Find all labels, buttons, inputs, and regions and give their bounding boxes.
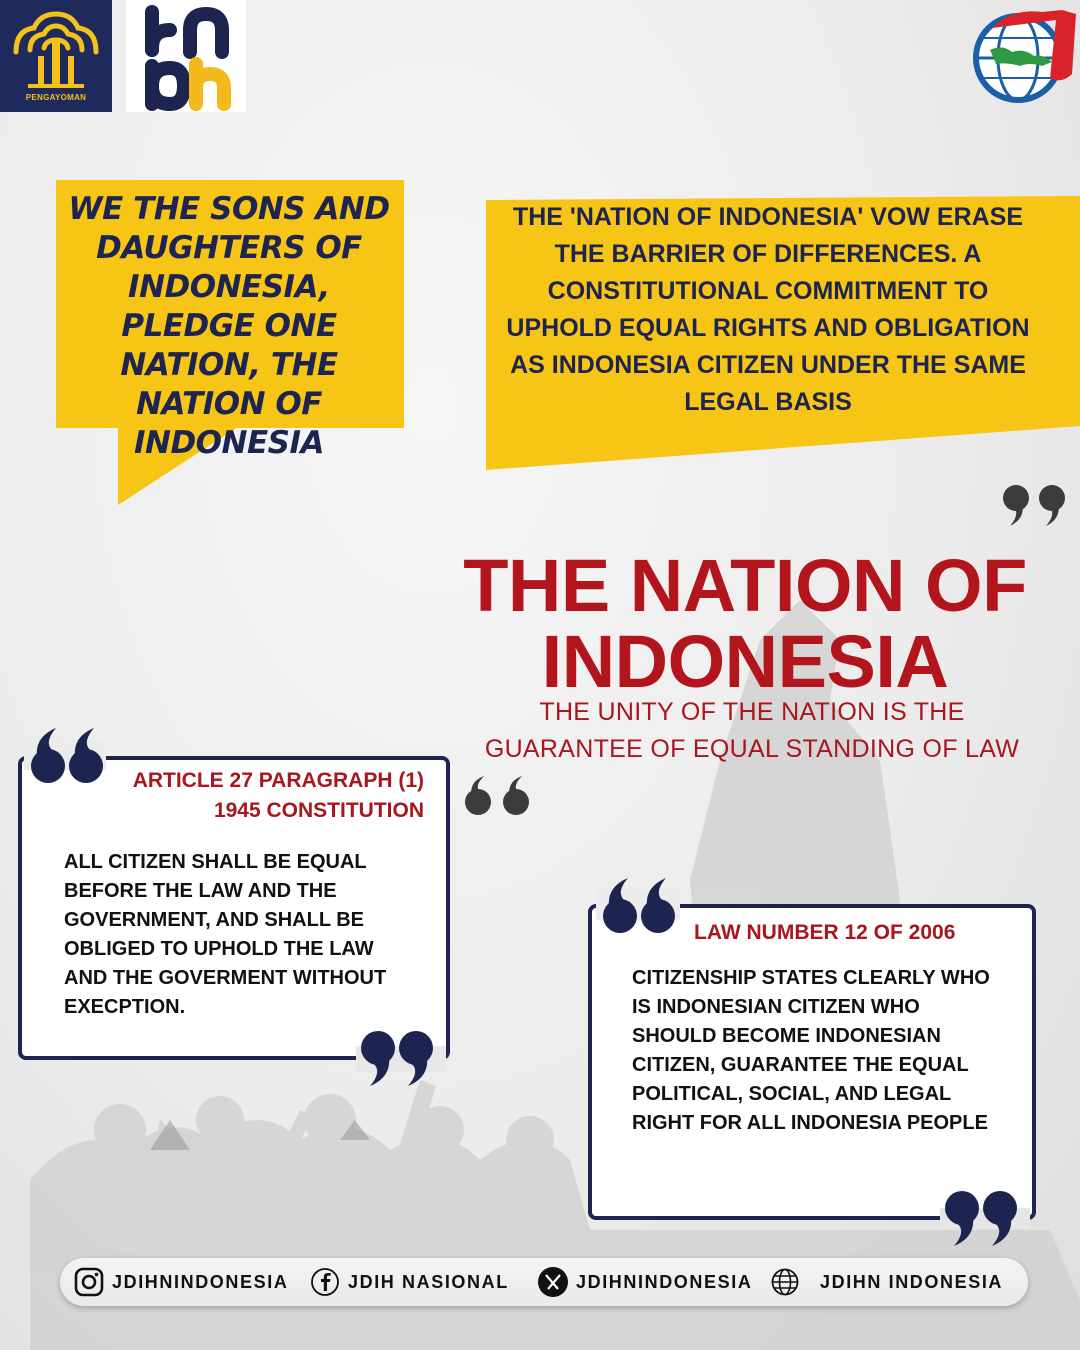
social-x[interactable]: [538, 1258, 752, 1306]
open-quote-navy-icon: [602, 878, 678, 934]
social-label: JDIHNINDONESIA: [576, 1271, 753, 1292]
kemenkum-logo: [0, 0, 112, 112]
page-title: THE NATION OF INDONESIA: [463, 544, 1027, 703]
article-27-heading: ARTICLE 27 PARAGRAPH (1) 1945 CONSTITUTION: [132, 769, 424, 822]
article-27-text: ALL CITIZEN SHALL BE EQUAL BEFORE THE LAW AND THE GOVERNMENT, AND SHALL BE OBLIGED TO UPHOLD THE LAW AND THE GOVERMENT WITHOUT EXECPTION.: [64, 851, 387, 1018]
globe-icon: [770, 1267, 800, 1297]
pengayoman-label: PENGAYOMAN: [25, 93, 87, 102]
social-label: JDIHN INDONESIA: [820, 1271, 1004, 1292]
social-facebook[interactable]: [310, 1258, 509, 1306]
jdihn-logo: [972, 4, 1078, 108]
open-quote-navy-icon: [30, 728, 106, 784]
close-quote-navy-icon: [360, 1030, 436, 1086]
social-footer-bar: [60, 1258, 1028, 1306]
vow-text: THE 'NATION OF INDONESIA' VOW ERASE THE BARRIER OF DIFFERENCES. A CONSTITUTIONAL COMMITMENT TO UPHOLD EQUAL RIGHTS AND OBLIGATION AS INDONESIA CITIZEN UNDER THE SAME LEGAL BASIS: [506, 203, 1030, 416]
law-12-2006-text: CITIZENSHIP STATES CLEARLY WHO IS INDONESIAN CITIZEN WHO SHOULD BECOME INDONESIAN CITIZEN, GUARANTEE THE EQUAL POLITICAL, SOCIAL, AND LEGAL RIGHT FOR ALL INDONESIA PEOPLE: [632, 967, 990, 1134]
instagram-icon: [74, 1267, 104, 1297]
social-instagram[interactable]: [74, 1258, 288, 1306]
pledge-text: WE THE SONS AND DAUGHTERS OF INDONESIA, PLEDGE ONE NATION, THE NATION OF INDONESIA: [68, 191, 390, 461]
banyan-tree-emblem-icon: [0, 0, 112, 96]
law-12-2006-heading: LAW NUMBER 12 OF 2006: [694, 921, 956, 944]
social-label: JDIH NASIONAL: [348, 1271, 509, 1292]
jdihn-globe-logo-icon: [972, 4, 1078, 108]
social-label: JDIHNINDONESIA: [112, 1271, 289, 1292]
close-quote-navy-icon: [944, 1190, 1020, 1246]
facebook-icon: [310, 1267, 340, 1297]
social-website[interactable]: [770, 1258, 1003, 1306]
open-quote-grey-icon: [462, 776, 536, 816]
close-quote-grey-icon: [1002, 484, 1076, 526]
bphn-logo-icon: [126, 0, 246, 112]
bphn-logo: [126, 0, 246, 112]
x-twitter-icon: [538, 1267, 568, 1297]
page-subtitle: THE UNITY OF THE NATION IS THE GUARANTEE OF EQUAL STANDING OF LAW: [484, 698, 1020, 763]
